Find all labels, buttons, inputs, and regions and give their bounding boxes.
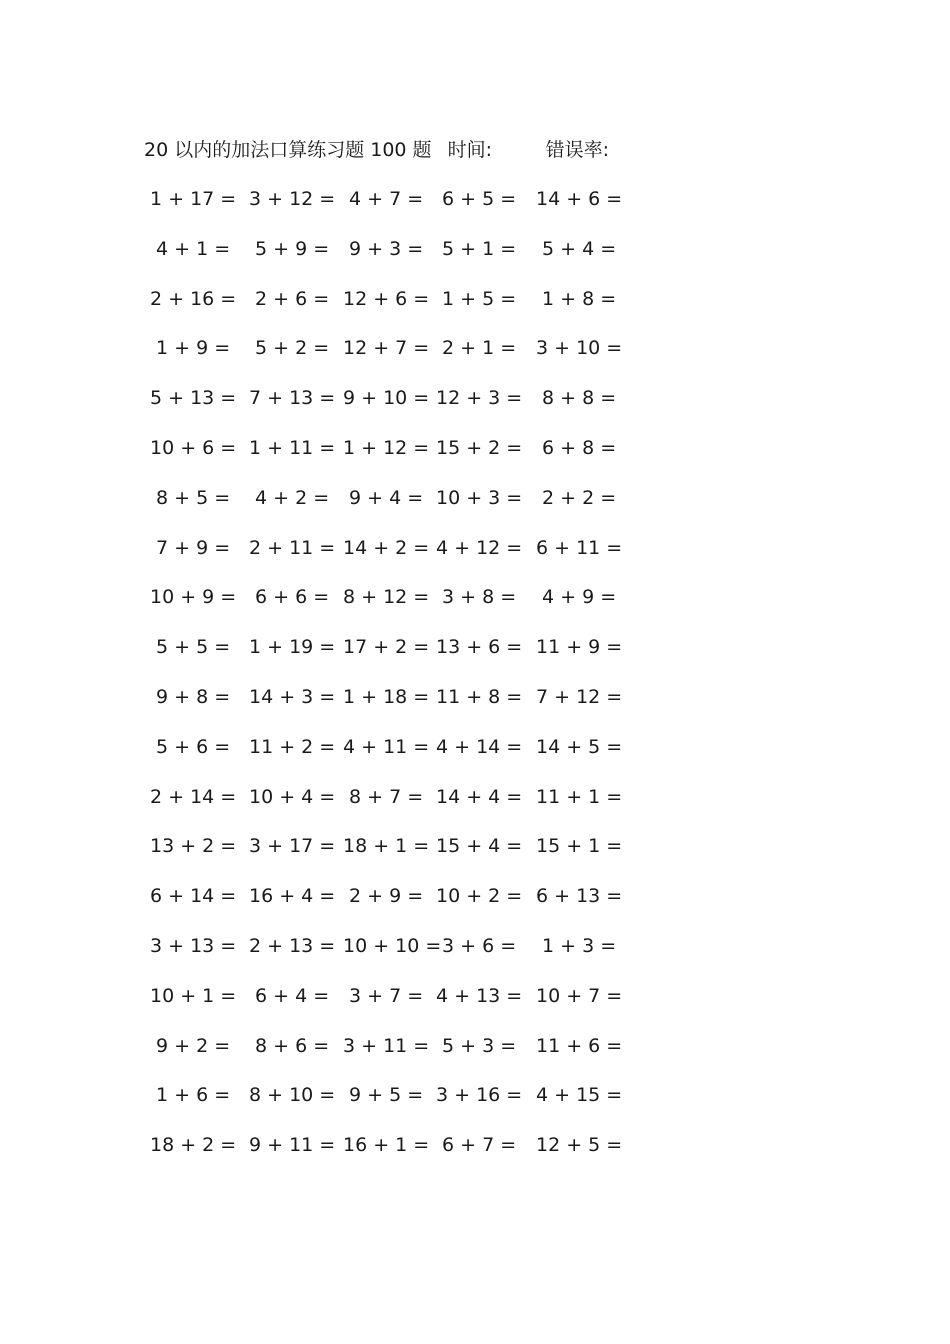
problem-item: 3 + 11 = [343,1034,430,1057]
problem-item: 1 + 5 = [442,287,517,310]
problem-item: 4 + 7 = [349,188,424,210]
problem-item: 6 + 11 = [536,536,623,559]
problem-item: 9 + 10 = [343,387,430,410]
worksheet-title: 20 以内的加法口算练习题 100 题 [144,139,432,161]
problem-item: 14 + 2 = [343,536,430,559]
problem-item: 5 + 5 = [156,636,231,659]
problem-item: 10 + 4 = [249,785,336,808]
problem-item: 6 + 6 = [255,586,330,609]
problem-item: 3 + 10 = [536,337,623,360]
problem-item: 2 + 11 = [249,536,336,559]
problem-row [148,384,628,434]
problem-item: 5 + 4 = [542,237,617,260]
problem-item: 3 + 12 = [249,188,336,210]
problem-item: 1 + 12 = [343,436,430,459]
problem-row [148,733,628,783]
problem-row [148,832,628,882]
problem-item: 15 + 4 = [436,835,523,858]
problem-row [148,235,628,285]
problem-item: 2 + 1 = [442,337,517,360]
problem-item: 17 + 2 = [343,636,430,659]
problem-item: 1 + 6 = [156,1084,231,1107]
problem-item: 2 + 6 = [255,287,330,310]
problem-item: 15 + 2 = [436,436,523,459]
problem-item: 15 + 1 = [536,835,623,858]
problem-row [148,334,628,384]
problem-item: 11 + 1 = [536,785,623,808]
problem-item: 11 + 6 = [536,1034,623,1057]
problem-item: 14 + 6 = [536,188,623,210]
problem-item: 9 + 4 = [349,486,424,509]
problem-item: 4 + 1 = [156,237,231,260]
problem-item: 1 + 11 = [249,436,336,459]
problem-item: 14 + 5 = [536,735,623,758]
problem-row [148,285,628,335]
problem-item: 12 + 6 = [343,287,430,310]
problem-item: 9 + 8 = [156,685,231,708]
problem-row [148,1081,628,1131]
problem-item: 5 + 1 = [442,237,517,260]
problem-item: 14 + 4 = [436,785,523,808]
problem-item: 1 + 19 = [249,636,336,659]
problem-item: 8 + 6 = [255,1034,330,1057]
problem-item: 12 + 7 = [343,337,430,360]
problem-item: 3 + 6 = [442,934,517,957]
problem-item: 1 + 3 = [542,934,617,957]
problem-item: 8 + 12 = [343,586,430,609]
problem-row [148,185,628,235]
problem-item: 10 + 9 = [150,586,237,609]
problem-item: 11 + 2 = [249,735,336,758]
problem-item: 10 + 3 = [436,486,523,509]
problem-item: 2 + 13 = [249,934,336,957]
problem-item: 9 + 2 = [156,1034,231,1057]
problem-item: 3 + 8 = [442,586,517,609]
problem-row [148,882,628,932]
problem-item: 7 + 12 = [536,685,623,708]
problem-item: 1 + 18 = [343,685,430,708]
problem-item: 5 + 13 = [150,387,237,410]
problem-item: 1 + 9 = [156,337,231,360]
problem-row [148,583,628,633]
problem-item: 10 + 1 = [150,984,237,1007]
problem-item: 8 + 5 = [156,486,231,509]
problem-row [148,434,628,484]
problem-item: 1 + 17 = [150,188,237,210]
time-label: 时间: [447,139,493,161]
problem-item: 10 + 6 = [150,436,237,459]
problem-item: 9 + 11 = [249,1134,336,1157]
problem-item: 11 + 9 = [536,636,623,659]
worksheet-header [144,136,609,164]
problem-item: 4 + 2 = [255,486,330,509]
problem-item: 6 + 14 = [150,885,237,908]
problem-item: 5 + 2 = [255,337,330,360]
problem-row [148,484,628,534]
problem-item: 4 + 11 = [343,735,430,758]
problem-item: 6 + 7 = [442,1134,517,1157]
problem-item: 5 + 9 = [255,237,330,260]
problem-item: 5 + 3 = [442,1034,517,1057]
problem-item: 2 + 2 = [542,486,617,509]
problem-item: 12 + 5 = [536,1134,623,1157]
problem-item: 16 + 1 = [343,1134,430,1157]
problem-item: 5 + 6 = [156,735,231,758]
problem-item: 4 + 14 = [436,735,523,758]
problem-row [148,1032,628,1082]
problem-item: 10 + 10 = [343,934,442,957]
problem-item: 6 + 13 = [536,885,623,908]
problem-item: 1 + 8 = [542,287,617,310]
problem-item: 4 + 9 = [542,586,617,609]
problem-item: 11 + 8 = [436,685,523,708]
problem-row [148,683,628,733]
problem-item: 3 + 17 = [249,835,336,858]
problem-item: 4 + 13 = [436,984,523,1007]
problem-item: 7 + 13 = [249,387,336,410]
problem-item: 3 + 7 = [349,984,424,1007]
problem-row [148,633,628,683]
problem-item: 6 + 5 = [442,188,517,210]
problem-item: 7 + 9 = [156,536,231,559]
problem-item: 8 + 8 = [542,387,617,410]
problem-row [148,932,628,982]
problem-item: 10 + 2 = [436,885,523,908]
problem-item: 12 + 3 = [436,387,523,410]
problem-item: 13 + 2 = [150,835,237,858]
problem-item: 4 + 15 = [536,1084,623,1107]
problem-item: 6 + 4 = [255,984,330,1007]
problem-item: 14 + 3 = [249,685,336,708]
problem-item: 3 + 16 = [436,1084,523,1107]
problem-item: 6 + 8 = [542,436,617,459]
error-rate-label: 错误率: [545,139,610,161]
problem-row [148,534,628,584]
problem-item: 4 + 12 = [436,536,523,559]
problem-row [148,982,628,1032]
problem-item: 2 + 14 = [150,785,237,808]
problem-item: 18 + 1 = [343,835,430,858]
problem-item: 8 + 7 = [349,785,424,808]
problem-item: 2 + 9 = [349,885,424,908]
problem-item: 16 + 4 = [249,885,336,908]
problem-item: 8 + 10 = [249,1084,336,1107]
problem-item: 3 + 13 = [150,934,237,957]
problem-row [148,1131,628,1181]
problem-item: 9 + 5 = [349,1084,424,1107]
problem-grid [148,185,628,1181]
problem-item: 2 + 16 = [150,287,237,310]
problem-row [148,783,628,833]
problem-item: 13 + 6 = [436,636,523,659]
problem-item: 9 + 3 = [349,237,424,260]
problem-item: 10 + 7 = [536,984,623,1007]
problem-item: 18 + 2 = [150,1134,237,1157]
